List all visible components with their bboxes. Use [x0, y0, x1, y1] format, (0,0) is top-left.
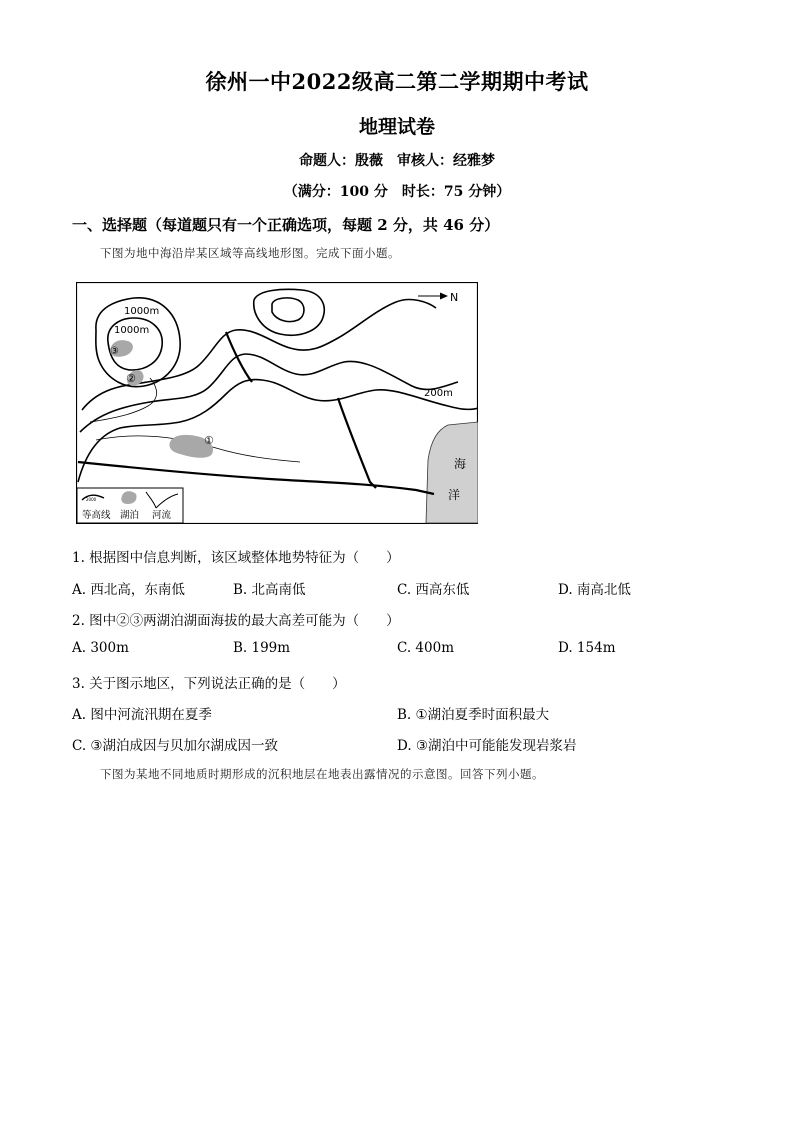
lake-1-label: ①	[204, 434, 214, 447]
q2-option-d[interactable]: D. 154m	[558, 640, 616, 656]
map-legend	[77, 488, 183, 523]
ocean-label-1: 海	[454, 457, 467, 471]
map-intro-text: 下图为地中海沿岸某区域等高线地形图。完成下面小题。	[100, 246, 400, 260]
ocean-label-2: 洋	[448, 488, 461, 502]
legend-river-label: 河流	[152, 510, 172, 521]
q1-option-c[interactable]: C. 西高东低	[397, 582, 470, 598]
q1-option-b[interactable]: B. 北高南低	[233, 582, 306, 598]
q2-option-c[interactable]: C. 400m	[397, 640, 454, 656]
legend-contour-value: 2000	[86, 497, 97, 502]
lake-3-label: ③	[110, 346, 119, 357]
q2-option-b[interactable]: B. 199m	[233, 640, 291, 656]
contour-map	[76, 282, 478, 524]
q3-option-c[interactable]: C. ③湖泊成因与贝加尔湖成因一致	[72, 738, 279, 754]
q3-option-a[interactable]: A. 图中河流汛期在夏季	[72, 707, 212, 723]
legend-lake-label: 湖泊	[120, 510, 140, 521]
exam-info: （满分：100 分 时长：75 分钟）	[283, 184, 511, 200]
authors-line: 命题人：殷薇 审核人：经雅梦	[299, 153, 495, 169]
q2-option-a[interactable]: A. 300m	[72, 640, 129, 656]
question-3-stem: 3. 关于图示地区，下列说法正确的是（ ）	[72, 676, 346, 692]
contour-label-1000-outer: 1000m	[124, 306, 160, 317]
question-1-stem: 1. 根据图中信息判断，该区域整体地势特征为（ ）	[72, 550, 400, 566]
section2-intro-text: 下图为某地不同地质时期形成的沉积地层在地表出露情况的示意图。回答下列小题。	[100, 767, 544, 781]
contour-label-1000-inner: 1000m	[114, 325, 150, 336]
north-label: N	[450, 291, 459, 304]
subject-title: 地理试卷	[358, 116, 435, 138]
question-2-stem: 2. 图中②③两湖泊湖面海拔的最大高差可能为（ ）	[72, 613, 400, 629]
section-heading: 一、选择题（每道题只有一个正确选项，每题 2 分，共 46 分）	[72, 216, 500, 234]
lake-2-label: ②	[126, 372, 136, 385]
q1-option-a[interactable]: A. 西北高，东南低	[72, 582, 185, 598]
q3-option-b[interactable]: B. ①湖泊夏季时面积最大	[397, 707, 550, 723]
q3-option-d[interactable]: D. ③湖泊中可能能发现岩浆岩	[397, 738, 577, 754]
legend-contour-label: 等高线	[82, 510, 111, 521]
contour-label-200: 200m	[424, 388, 453, 399]
q1-option-d[interactable]: D. 南高北低	[558, 582, 631, 598]
exam-title: 徐州一中2022级高二第二学期期中考试	[205, 69, 589, 94]
